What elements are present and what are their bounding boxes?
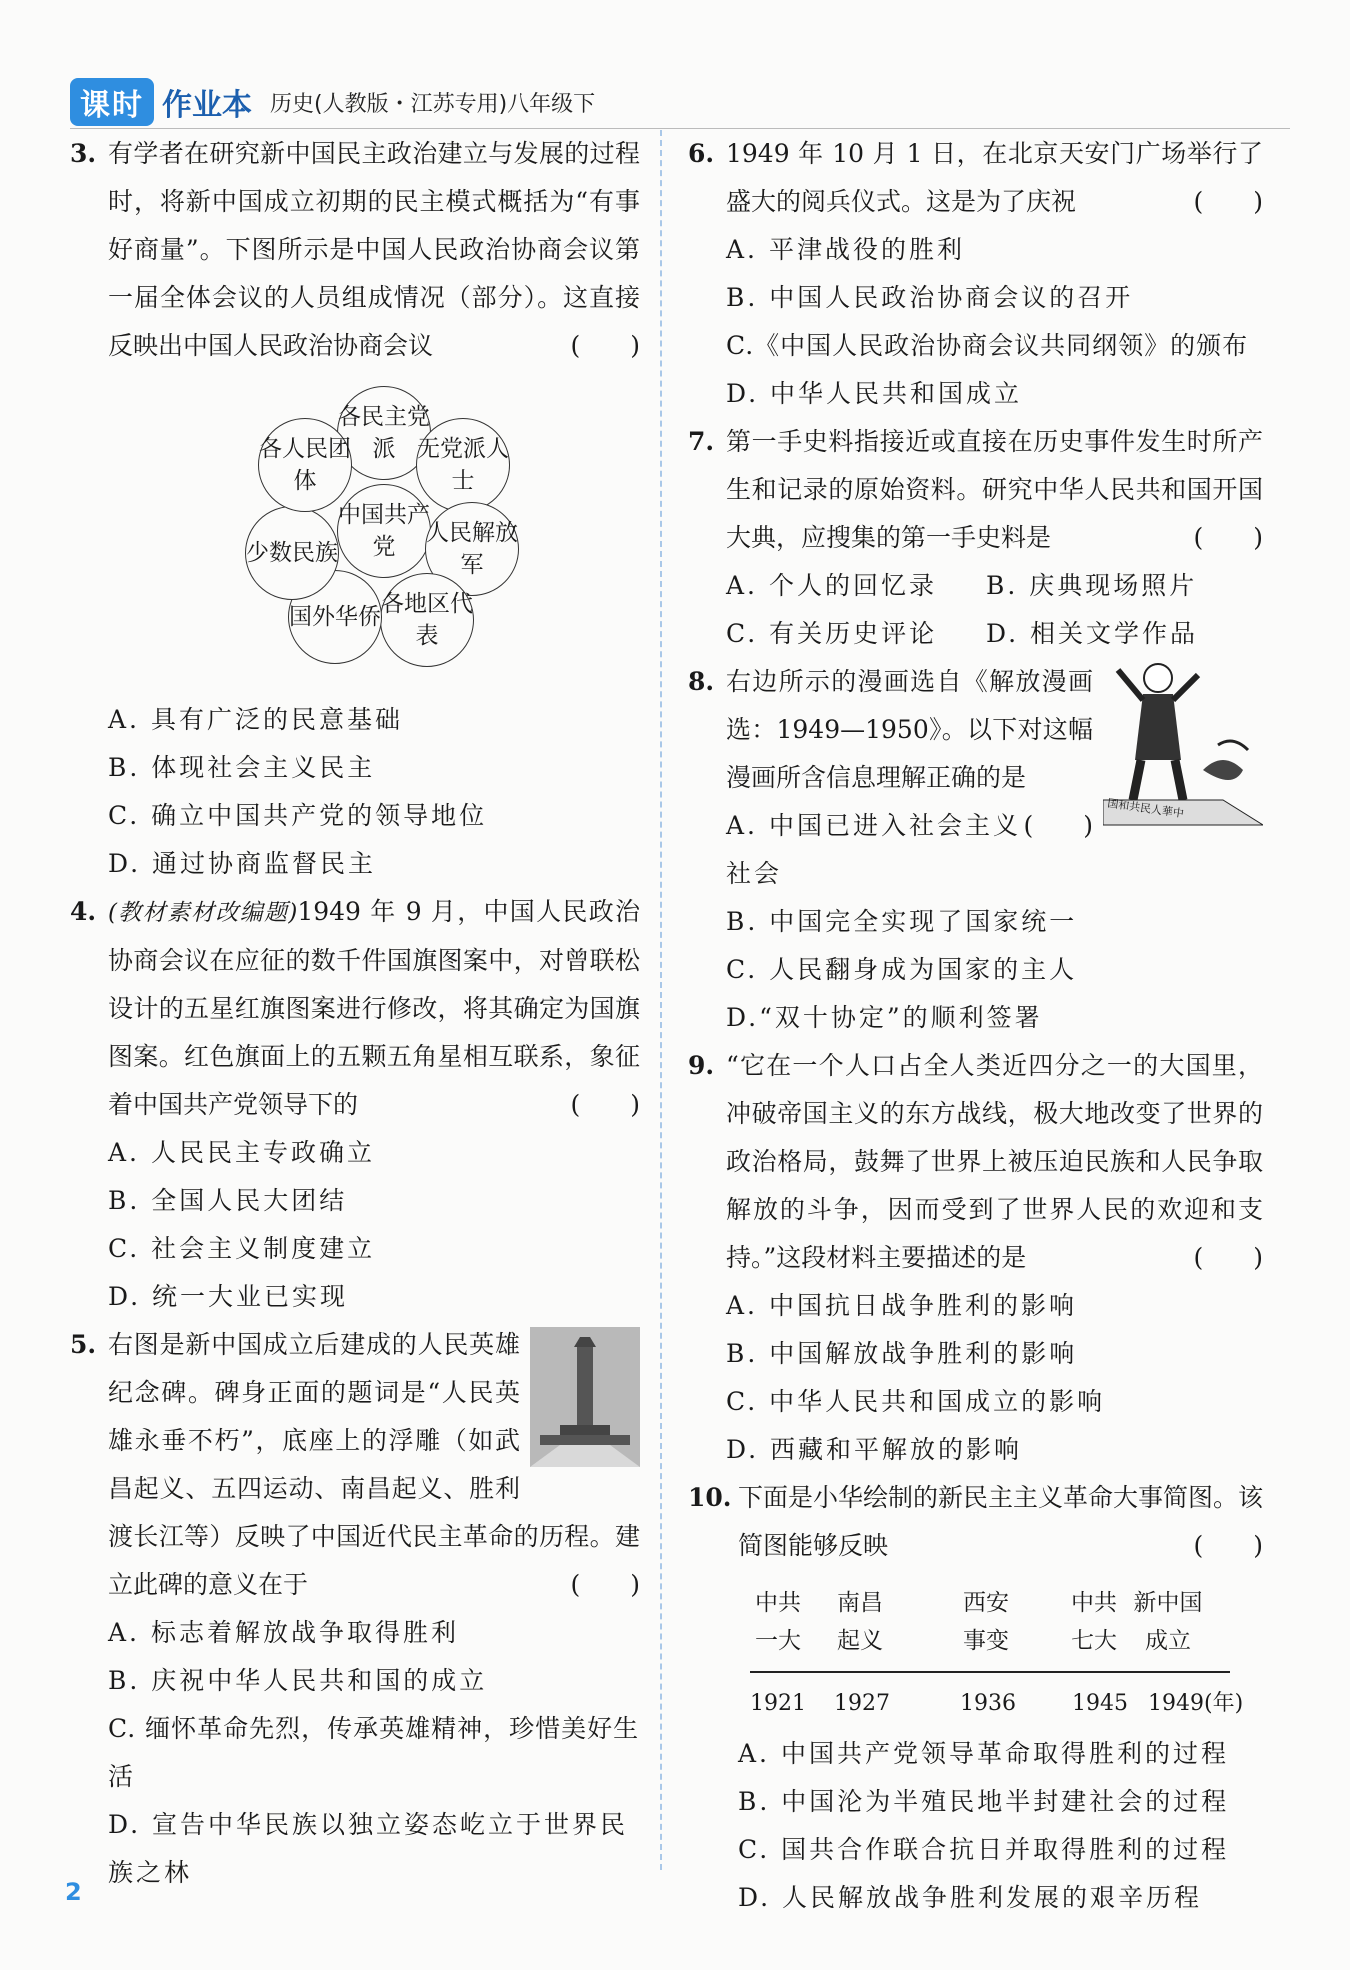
timeline-axis (750, 1671, 1230, 1673)
timeline-year: 1949(年) (1148, 1691, 1244, 1716)
cartoon-caption: 国和共民人華中 (1106, 796, 1185, 821)
option-d[interactable]: D. 人民解放战争胜利发展的艰辛历程 (738, 1883, 1203, 1912)
question-stem: 1949 年 10 月 1 日，在北京天安门广场举行了盛大的阅兵仪式。这是为了庆祝 (726, 139, 1263, 216)
option-a[interactable]: A. 个人的回忆录 (726, 571, 937, 600)
timeline-event: 西安 事变 (963, 1590, 1009, 1654)
right-column (688, 130, 1263, 1922)
header-rule (70, 128, 1290, 129)
option-c[interactable]: C. 人民翻身成为国家的主人 (726, 955, 1078, 984)
answer-blank[interactable]: ( ) (1023, 811, 1093, 840)
page-header (70, 78, 595, 126)
question-9 (688, 1042, 1263, 1474)
question-stem: 下面是小华绘制的新民主主义革命大事简图。该简图能够反映 (738, 1483, 1264, 1560)
option-a[interactable]: A. 中国已进入社会主义社会 (726, 811, 1021, 888)
option-a[interactable]: A. 具有广泛的民意基础 (108, 705, 403, 734)
timeline-year: 1927 (834, 1691, 890, 1716)
diagram-item: 各人民团体 (258, 418, 352, 512)
timeline-year: 1921 (750, 1691, 806, 1716)
question-10 (688, 1474, 1263, 1922)
option-b[interactable]: B. 中国完全实现了国家统一 (726, 907, 1078, 936)
option-d[interactable]: D. 西藏和平解放的影响 (726, 1435, 1023, 1464)
option-c[interactable]: C. 缅怀革命先烈，传承英雄精神，珍惜美好生活 (108, 1714, 640, 1791)
option-b[interactable]: B. 体现社会主义民主 (108, 753, 376, 782)
question-5 (70, 1321, 640, 1897)
option-d[interactable]: D. 通过协商监督民主 (108, 849, 377, 878)
option-b[interactable]: B. 中国人民政治协商会议的召开 (726, 283, 1134, 312)
page-number: 2 (65, 1878, 82, 1906)
question-number: 7. (688, 427, 715, 456)
option-a[interactable]: A. 平津战役的胜利 (726, 235, 965, 264)
question-3 (70, 130, 640, 888)
question-stem: “它在一个人口占全人类近四分之一的大国里，冲破帝国主义的东方战线，极大地改变了世界的政治格局，鼓舞了世界上被压迫民族和人民争取解放的斗争，因而受到了世界人民的欢迎和支持。”这段材料主要描述的是 (726, 1051, 1263, 1272)
question-number: 4. (70, 897, 97, 926)
question-number: 6. (688, 139, 715, 168)
question-number: 9. (688, 1051, 715, 1080)
option-d[interactable]: D. 相关文学作品 (986, 619, 1199, 648)
option-b[interactable]: B. 庆典现场照片 (986, 571, 1198, 600)
answer-blank[interactable]: ( ) (1193, 1243, 1263, 1272)
diagram-item: 各民主党派 (337, 386, 431, 480)
option-d[interactable]: D. 中华人民共和国成立 (726, 379, 1023, 408)
timeline-event: 南昌 起义 (837, 1590, 883, 1654)
option-d[interactable]: D. 宣告中华民族以独立姿态屹立于世界民族之林 (108, 1810, 629, 1887)
option-c[interactable]: C.《中国人民政治协商会议共同纲领》的颁布 (726, 331, 1249, 360)
option-a[interactable]: A. 人民民主专政确立 (108, 1138, 375, 1167)
liberation-cartoon (1103, 650, 1263, 830)
timeline-event: 中共 一大 (755, 1590, 801, 1654)
timeline-event: 中共 七大 (1071, 1590, 1117, 1654)
left-column (70, 130, 640, 1897)
timeline-year: 1945 (1072, 1691, 1128, 1716)
option-a[interactable]: A. 中国共产党领导革命取得胜利的过程 (738, 1739, 1229, 1768)
option-a[interactable]: A. 中国抗日战争胜利的影响 (726, 1291, 1077, 1320)
answer-blank[interactable]: ( ) (1193, 523, 1263, 552)
question-number: 10. (688, 1483, 732, 1512)
question-number: 8. (688, 667, 715, 696)
option-b[interactable]: B. 中国沦为半殖民地半封建社会的过程 (738, 1787, 1230, 1816)
question-stem: 第一手史料指接近或直接在历史事件发生时所产生和记录的原始资料。研究中华人民共和国开国大典，应搜集的第一手史料是 (726, 427, 1263, 552)
question-4 (70, 888, 640, 1321)
option-c[interactable]: C. 中华人民共和国成立的影响 (726, 1387, 1106, 1416)
option-d[interactable]: D.“双十协定”的顺利签署 (726, 1003, 1043, 1032)
diagram-item: 人民解放军 (425, 502, 519, 596)
answer-blank[interactable]: ( ) (570, 1090, 640, 1119)
question-number: 5. (70, 1330, 97, 1359)
answer-blank[interactable]: ( ) (570, 1570, 640, 1599)
question-stem: 右边所示的漫画选自《解放漫画选：1949—1950》。以下对这幅漫画所含信息理解正确的是 (726, 667, 1093, 792)
option-c[interactable]: C. 国共合作联合抗日并取得胜利的过程 (738, 1835, 1230, 1864)
answer-blank[interactable]: ( ) (1193, 1531, 1263, 1560)
logo-box: 课时 (70, 78, 154, 126)
question-stem: 右图是新中国成立后建成的人民英雄纪念碑。碑身正面的题词是“人民英雄永垂不朽”，底座上的浮雕（如武昌起义、五四运动、南昌起义、胜利渡长江等）反映了中国近代民主革命的历程。建立此碑的意义在于 (108, 1330, 640, 1599)
option-b[interactable]: B. 全国人民大团结 (108, 1186, 348, 1215)
question-6 (688, 130, 1263, 418)
timeline-event: 新中国 成立 (1133, 1590, 1203, 1654)
question-note: (教材素材改编题) (108, 900, 298, 926)
column-divider (660, 130, 662, 1870)
option-c[interactable]: C. 社会主义制度建立 (108, 1234, 376, 1263)
revolution-timeline (688, 1576, 1263, 1726)
monument-icon (530, 1327, 640, 1467)
question-stem: 有学者在研究新中国民主政治建立与发展的过程时，将新中国成立初期的民主模式概括为“有事好商量”。下图所示是中国人民政治协商会议第一届全体会议的人员组成情况（部分）。这直接反映出中国人民政治协商会议 (108, 139, 640, 360)
timeline-year: 1936 (960, 1691, 1016, 1716)
option-c[interactable]: C. 确立中国共产党的领导地位 (108, 801, 488, 830)
question-number: 3. (70, 139, 97, 168)
option-a[interactable]: A. 标志着解放战争取得胜利 (108, 1618, 459, 1647)
diagram-item: 各地区代表 (380, 573, 474, 667)
option-b[interactable]: B. 庆祝中华人民共和国的成立 (108, 1666, 488, 1695)
book-subtitle: 历史(人教版・江苏专用)八年级下 (270, 91, 596, 117)
cppcc-composition-diagram (220, 378, 550, 688)
option-d[interactable]: D. 统一大业已实现 (108, 1282, 349, 1311)
diagram-item: 无党派人士 (416, 418, 510, 512)
option-b[interactable]: B. 中国解放战争胜利的影响 (726, 1339, 1078, 1368)
answer-blank[interactable]: ( ) (570, 331, 640, 360)
monument-photo (530, 1327, 640, 1467)
diagram-item: 国外华侨 (288, 570, 382, 664)
option-c[interactable]: C. 有关历史评论 (726, 619, 938, 648)
diagram-center: 中国共产党 (337, 484, 431, 578)
diagram-item: 少数民族 (245, 506, 339, 600)
question-7 (688, 418, 1263, 658)
question-8 (688, 658, 1263, 1042)
logo-text: 作业本 (162, 88, 252, 123)
answer-blank[interactable]: ( ) (1193, 187, 1263, 216)
question-stem: 1949 年 9 月，中国人民政治协商会议在应征的数千件国旗图案中，对曾联松设计的五星红旗图案进行修改，将其确定为国旗图案。红色旗面上的五颗五角星相互联系，象征着中国共产党领导下的 (108, 897, 640, 1119)
